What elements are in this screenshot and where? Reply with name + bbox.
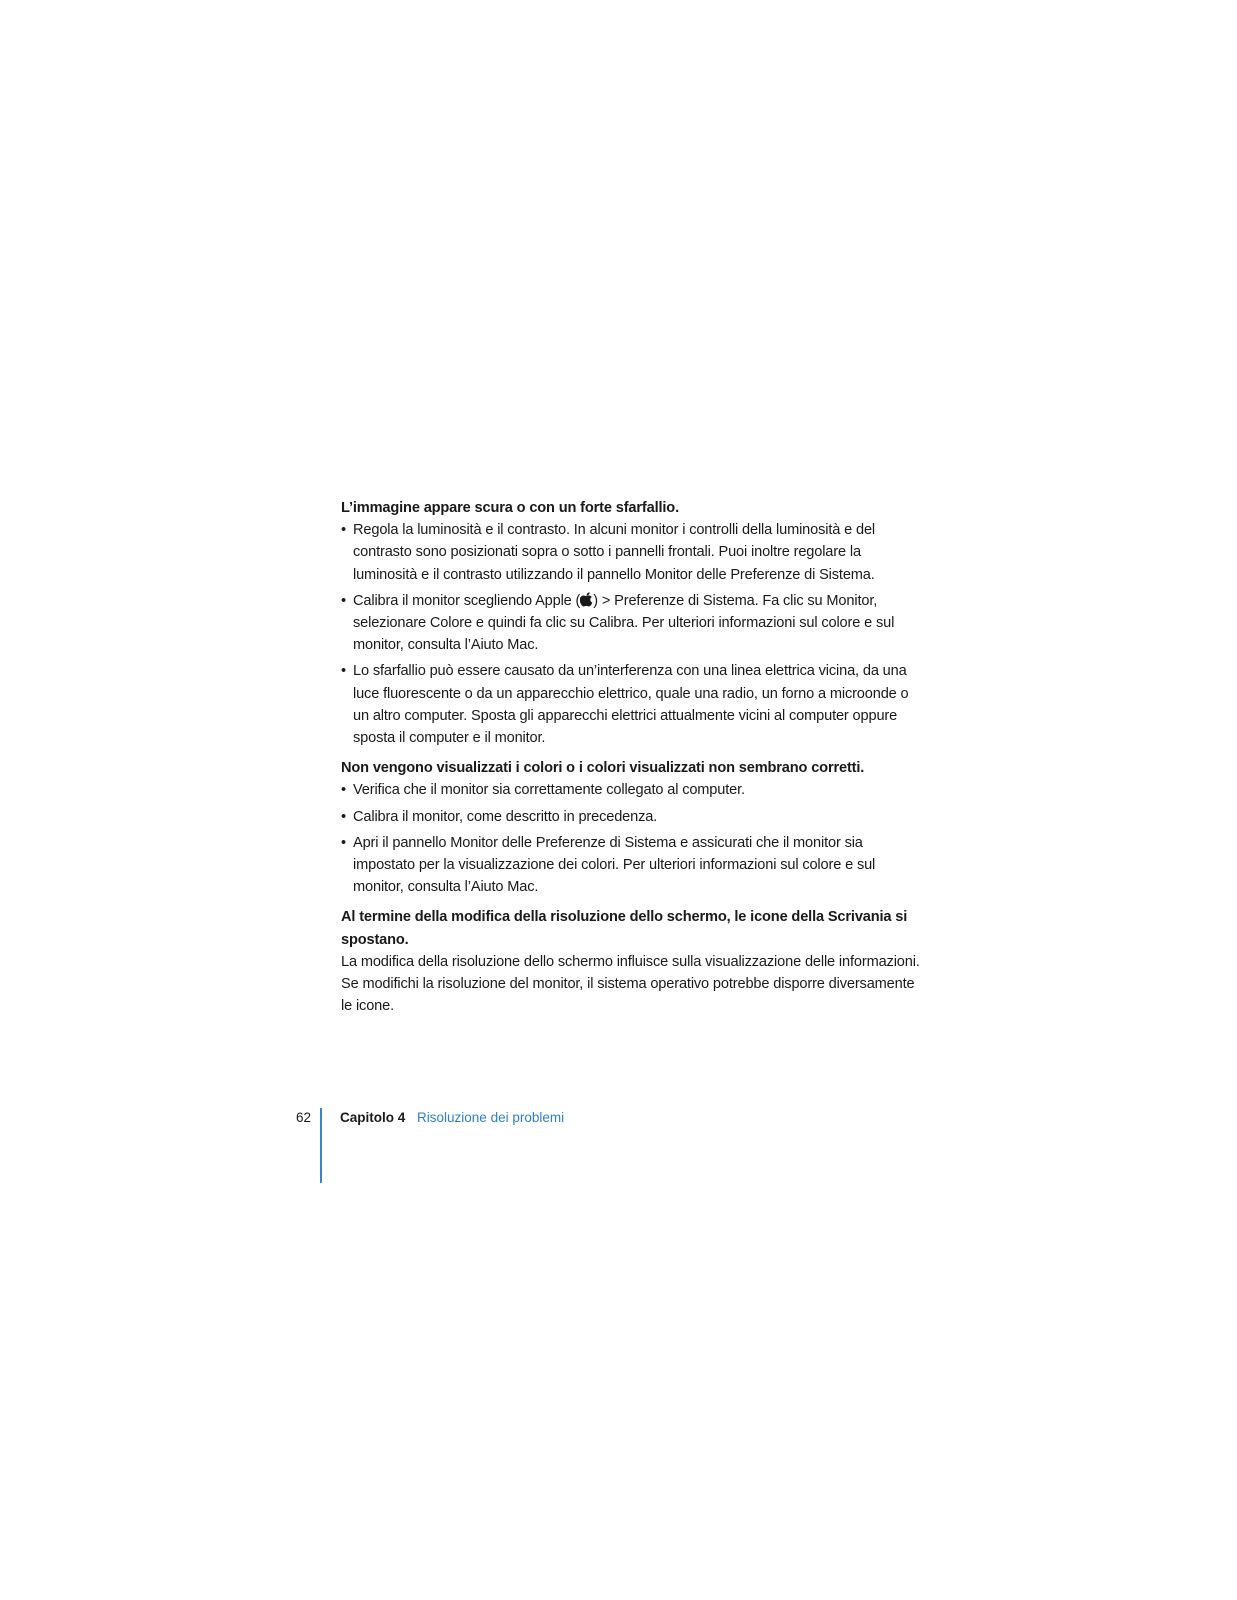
list-item: • Apri il pannello Monitor delle Preferenze di Sistema e assicurati che il monitor sia impostato per la visualizzazione dei colori. Per ulteriori informazioni sul colore e sul monitor, consulta l’Aiuto Mac. — [341, 832, 926, 899]
page-number: 62 — [296, 1110, 312, 1125]
chapter-label: Capitolo 4 — [340, 1110, 406, 1125]
footer-divider — [320, 1108, 322, 1183]
list-item — [341, 590, 926, 657]
chapter-reference — [340, 1108, 564, 1128]
section-heading: Non vengono visualizzati i colori o i colori visualizzati non sembrano corretti. — [341, 760, 865, 777]
list-item: • Calibra il monitor, come descritto in precedenza. — [341, 806, 926, 828]
list-item: • Regola la luminosità e il contrasto. In alcuni monitor i controlli della luminosità e del contrasto sono posizionati sopra o sotto i pannelli frontali. Puoi inoltre regolare la luminosità e il contrasto utilizzando il pannello Monitor delle Preferenze di Sistema. — [341, 519, 926, 586]
section-paragraph: La modifica della risoluzione dello schermo influisce sulla visualizzazione delle informazioni. Se modifichi la risoluzione del monitor, il sistema operativo potrebbe disporre diversamente le icone. — [341, 953, 920, 1015]
list-item: • Lo sfarfallio può essere causato da un’interferenza con una linea elettrica vicina, da una luce fluorescente o da un apparecchio elettrico, quale una radio, un forno a microonde o un altro computer. Sposta gli apparecchi elettrici attualmente vicini al computer oppure sposta il computer e il monitor. — [341, 660, 926, 749]
section-heading: Al termine della modifica della risoluzione dello schermo, le icone della Scrivania si spostano. — [341, 909, 908, 948]
section-resolution — [341, 906, 926, 1017]
bullet-list — [341, 779, 926, 898]
apple-icon — [580, 592, 593, 607]
list-item: • Verifica che il monitor sia correttamente collegato al computer. — [341, 779, 926, 801]
section-colors — [341, 757, 926, 898]
list-item-text: Calibra il monitor scegliendo Apple ( — [353, 592, 581, 609]
document-body — [341, 497, 926, 1017]
section-dark-flicker — [341, 497, 926, 749]
page-footer — [0, 1108, 1237, 1188]
bullet-list — [341, 519, 926, 749]
chapter-title: Risoluzione dei problemi — [417, 1110, 565, 1125]
section-heading: L’immagine appare scura o con un forte sfarfallio. — [341, 500, 679, 516]
list-item-text: ) > Preferenze di Sistema. Fa clic su Monitor, selezionare Colore e quindi fa clic su Calibra. Per ulteriori informazioni sul colore e sul monitor, consulta l’Aiuto Mac. — [353, 592, 895, 654]
